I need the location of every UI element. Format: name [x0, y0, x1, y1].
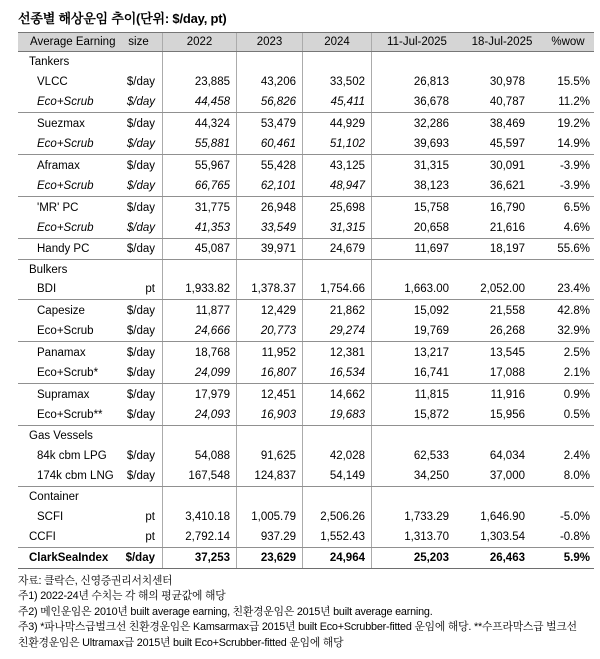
cell-2023: 43,206 — [237, 71, 303, 92]
cell-wow: 4.6% — [563, 222, 590, 234]
row-unit: $/day — [115, 92, 163, 112]
row-label: Suezmax — [37, 117, 85, 130]
cell-2023: 124,837 — [237, 466, 303, 486]
cell-2022: 3,410.18 — [163, 506, 237, 527]
row-label: Eco+Scrub* — [37, 367, 99, 379]
cell-2023: 56,826 — [237, 92, 303, 112]
cell-2024: 19,683 — [303, 405, 372, 425]
cell-wow: 2.5% — [563, 346, 590, 359]
cell-2023: 55,428 — [237, 155, 303, 176]
cell-2022: 17,979 — [163, 384, 237, 405]
cell-wow: 11.2% — [558, 96, 590, 108]
cell-18-jul-2025 — [462, 260, 542, 279]
cell-wow: 2.1% — [563, 367, 590, 379]
cell-2023: 60,461 — [237, 134, 303, 154]
cell-18-jul-2025: 15,956 — [489, 409, 525, 421]
cell-2022: 24,666 — [163, 321, 237, 341]
cell-wow: 2.4% — [563, 449, 590, 462]
cell-wow: -3.9% — [559, 159, 590, 172]
cell-wow — [542, 487, 594, 506]
table-row — [18, 218, 594, 239]
row-unit — [115, 426, 163, 445]
cell-2024: 12,381 — [303, 342, 372, 363]
row-unit: $/day — [115, 466, 163, 486]
cell-11-jul-2025: 11,815 — [414, 388, 449, 401]
cell-2022: 44,324 — [163, 113, 237, 134]
table-row — [18, 506, 594, 527]
row-unit — [115, 52, 163, 71]
row-label: Capesize — [37, 304, 85, 317]
section-row — [18, 52, 594, 71]
cell-wow: 55.6% — [557, 243, 590, 255]
cell-18-jul-2025: 17,088 — [489, 367, 525, 379]
cell-11-jul-2025: 15,758 — [413, 201, 449, 214]
cell-2024: 33,502 — [303, 71, 372, 92]
row-unit: $/day — [115, 384, 163, 405]
cell-11-jul-2025: 34,250 — [413, 470, 449, 482]
cell-2023: 11,952 — [237, 342, 303, 363]
cell-2023 — [237, 426, 303, 445]
cell-18-jul-2025: 30,978 — [489, 75, 525, 88]
table-row — [18, 239, 594, 260]
cell-2024 — [303, 260, 372, 279]
column-header-2023: 2023 — [237, 33, 303, 51]
cell-2022: 55,881 — [163, 134, 237, 154]
cell-2022: 55,967 — [163, 155, 237, 176]
cell-18-jul-2025: 21,558 — [489, 304, 525, 317]
row-label: Eco+Scrub — [37, 138, 94, 150]
cell-2022 — [163, 487, 237, 506]
row-unit: $/day — [115, 405, 163, 425]
row-unit: $/day — [115, 218, 163, 238]
table-row — [18, 342, 594, 363]
row-unit: $/day — [115, 321, 163, 341]
cell-18-jul-2025: 2,052.00 — [480, 283, 525, 295]
cell-2022 — [163, 52, 237, 71]
cell-11-jul-2025: 62,533 — [413, 449, 449, 462]
cell-wow: 19.2% — [557, 117, 590, 130]
cell-11-jul-2025: 16,741 — [413, 367, 449, 379]
cell-11-jul-2025: 19,769 — [413, 325, 449, 337]
cell-18-jul-2025: 11,916 — [490, 388, 525, 401]
table-row — [18, 321, 594, 342]
cell-2024: 14,662 — [303, 384, 372, 405]
note-3: 주3) *파나막스급벌크선 친환경운임은 Kamsarmax급 2015년 built Eco+Scrubber-fitted 운임에 해당. **수프라막스급 벌크선 친환경운임은 Ultramax급 2015년 built Eco+Scrubber-fitted 운임에 해당 — [18, 621, 577, 649]
cell-wow: 23.4% — [557, 283, 590, 295]
cell-18-jul-2025: 26,268 — [489, 325, 525, 337]
section-row — [18, 260, 594, 279]
cell-2024: 51,102 — [303, 134, 372, 154]
section-label: Gas Vessels — [29, 429, 93, 442]
cell-2023: 91,625 — [237, 445, 303, 466]
cell-2022: 37,253 — [163, 548, 237, 568]
cell-2022: 45,087 — [163, 239, 237, 259]
table-row — [18, 466, 594, 487]
cell-11-jul-2025: 32,286 — [413, 117, 449, 130]
table-row — [18, 548, 594, 569]
cell-11-jul-2025: 15,872 — [413, 409, 449, 421]
row-label: Eco+Scrub — [37, 222, 94, 234]
cell-2023: 39,971 — [237, 239, 303, 259]
table-row — [18, 445, 594, 466]
cell-2022: 44,458 — [163, 92, 237, 112]
cell-wow: 14.9% — [557, 138, 590, 150]
cell-2024: 16,534 — [303, 363, 372, 383]
cell-11-jul-2025: 1,313.70 — [404, 531, 449, 543]
row-unit — [115, 487, 163, 506]
row-unit: $/day — [115, 155, 163, 176]
row-label: Eco+Scrub** — [37, 409, 103, 421]
row-unit: pt — [115, 527, 163, 547]
cell-18-jul-2025: 1,303.54 — [480, 531, 525, 543]
cell-18-jul-2025: 13,545 — [489, 346, 525, 359]
cell-2024: 1,754.66 — [303, 279, 372, 299]
cell-18-jul-2025: 40,787 — [489, 96, 525, 108]
note-1: 주1) 2022-24년 수치는 각 해의 평균값에 해당 — [18, 590, 226, 603]
cell-2022: 41,353 — [163, 218, 237, 238]
row-label: CCFI — [29, 531, 56, 543]
cell-2023: 53,479 — [237, 113, 303, 134]
row-label: ClarkSeaIndex — [29, 552, 109, 564]
cell-wow: 5.9% — [563, 552, 590, 564]
cell-18-jul-2025: 26,463 — [489, 552, 525, 564]
row-unit: $/day — [115, 113, 163, 134]
cell-wow: 0.5% — [563, 409, 590, 421]
cell-11-jul-2025: 20,658 — [413, 222, 449, 234]
cell-2022: 167,548 — [163, 466, 237, 486]
row-unit: $/day — [115, 300, 163, 321]
cell-2024 — [303, 426, 372, 445]
cell-2023: 1,378.37 — [237, 279, 303, 299]
cell-2024 — [303, 52, 372, 71]
cell-2022: 11,877 — [163, 300, 237, 321]
cell-2023: 23,629 — [237, 548, 303, 568]
row-label: Eco+Scrub — [37, 96, 94, 108]
column-header-2022: 2022 — [163, 33, 237, 51]
cell-2024: 24,679 — [303, 239, 372, 259]
page-title: 선종별 해상운임 추이(단위: $/day, pt) — [18, 11, 227, 26]
cell-wow: 8.0% — [563, 470, 590, 482]
row-unit: $/day — [115, 134, 163, 154]
row-label: Handy PC — [37, 243, 90, 255]
row-label: Aframax — [37, 159, 80, 172]
cell-11-jul-2025: 25,203 — [413, 552, 449, 564]
row-unit: $/day — [115, 548, 163, 568]
cell-11-jul-2025: 1,733.29 — [404, 510, 449, 523]
cell-11-jul-2025: 36,678 — [413, 96, 449, 108]
cell-2023: 937.29 — [237, 527, 303, 547]
cell-18-jul-2025: 30,091 — [489, 159, 525, 172]
row-label: 84k cbm LPG — [37, 449, 107, 462]
table-row — [18, 405, 594, 426]
cell-11-jul-2025: 13,217 — [413, 346, 449, 359]
cell-2024: 24,964 — [303, 548, 372, 568]
section-label: Bulkers — [29, 263, 68, 276]
cell-18-jul-2025: 38,469 — [489, 117, 525, 130]
cell-2024: 2,506.26 — [303, 506, 372, 527]
cell-11-jul-2025: 39,693 — [413, 138, 449, 150]
cell-wow — [542, 426, 594, 445]
column-header-size: size — [115, 33, 163, 51]
cell-2022: 23,885 — [163, 71, 237, 92]
cell-18-jul-2025: 21,616 — [489, 222, 525, 234]
cell-2022: 66,765 — [163, 176, 237, 196]
cell-2024: 43,125 — [303, 155, 372, 176]
table-row — [18, 279, 594, 300]
cell-11-jul-2025: 31,315 — [413, 159, 449, 172]
row-unit: $/day — [115, 239, 163, 259]
cell-2022 — [163, 260, 237, 279]
row-unit: pt — [115, 279, 163, 299]
table-row — [18, 300, 594, 321]
cell-2022: 18,768 — [163, 342, 237, 363]
cell-2024: 45,411 — [303, 92, 372, 112]
cell-18-jul-2025: 37,000 — [489, 470, 525, 482]
cell-2022: 24,099 — [163, 363, 237, 383]
cell-2022: 24,093 — [163, 405, 237, 425]
table-row — [18, 197, 594, 218]
row-unit: $/day — [115, 197, 163, 218]
cell-wow: 0.9% — [563, 388, 590, 401]
cell-11-jul-2025: 1,663.00 — [404, 283, 449, 295]
cell-wow: 6.5% — [563, 201, 590, 214]
cell-2024: 1,552.43 — [303, 527, 372, 547]
table-row — [18, 155, 594, 176]
cell-2024: 29,274 — [303, 321, 372, 341]
column-header-wow: %wow — [551, 36, 585, 48]
cell-2023: 12,451 — [237, 384, 303, 405]
section-label: Container — [29, 490, 79, 503]
cell-18-jul-2025: 36,621 — [489, 180, 525, 192]
cell-2023: 1,005.79 — [237, 506, 303, 527]
column-header-11-jul-2025: 11-Jul-2025 — [387, 36, 447, 48]
row-unit: $/day — [115, 363, 163, 383]
cell-18-jul-2025: 64,034 — [489, 449, 525, 462]
cell-11-jul-2025 — [372, 52, 462, 71]
cell-wow: 15.5% — [557, 75, 590, 88]
source-note: 자료: 클락슨, 신영증권리서치센터 — [18, 575, 173, 587]
table-row — [18, 134, 594, 155]
row-label: Eco+Scrub — [37, 180, 94, 192]
table-row — [18, 384, 594, 405]
cell-2023: 16,903 — [237, 405, 303, 425]
cell-wow: 32.9% — [557, 325, 590, 337]
cell-2022 — [163, 426, 237, 445]
table-header-row — [18, 32, 594, 52]
column-header-18-jul-2025: 18-Jul-2025 — [471, 36, 533, 48]
cell-wow: -0.8% — [559, 531, 590, 543]
row-label: Eco+Scrub — [37, 325, 94, 337]
cell-2023: 20,773 — [237, 321, 303, 341]
row-unit — [115, 260, 163, 279]
cell-18-jul-2025: 1,646.90 — [480, 510, 525, 523]
cell-18-jul-2025: 45,597 — [489, 138, 525, 150]
cell-2024: 25,698 — [303, 197, 372, 218]
row-unit: $/day — [115, 71, 163, 92]
cell-2023 — [237, 52, 303, 71]
cell-2023: 26,948 — [237, 197, 303, 218]
row-unit: $/day — [115, 176, 163, 196]
cell-wow — [542, 260, 594, 279]
note-2: 주2) 메인운임은 2010년 built average earning, 친환경운임은 2015년 built average earning. — [18, 605, 433, 618]
cell-18-jul-2025: 16,790 — [489, 201, 525, 214]
cell-2024: 44,929 — [303, 113, 372, 134]
row-unit: pt — [115, 506, 163, 527]
cell-18-jul-2025 — [462, 426, 542, 445]
section-row — [18, 426, 594, 445]
row-unit: $/day — [115, 445, 163, 466]
cell-2022: 54,088 — [163, 445, 237, 466]
cell-2023 — [237, 487, 303, 506]
section-label: Tankers — [29, 55, 70, 68]
cell-11-jul-2025 — [372, 487, 462, 506]
cell-2024: 54,149 — [303, 466, 372, 486]
cell-2022: 1,933.82 — [163, 279, 237, 299]
table-row — [18, 363, 594, 384]
row-label: 'MR' PC — [37, 201, 79, 214]
column-header-average-earning: Average Earning — [30, 36, 115, 48]
table-row — [18, 113, 594, 134]
table-row — [18, 71, 594, 92]
section-row — [18, 487, 594, 506]
footnotes — [18, 574, 584, 651]
table-row — [18, 527, 594, 548]
cell-wow: -5.0% — [559, 510, 590, 523]
row-label: VLCC — [37, 75, 68, 88]
row-label: BDI — [37, 283, 57, 295]
cell-11-jul-2025: 26,813 — [413, 75, 449, 88]
cell-wow: -3.9% — [559, 180, 590, 192]
row-label: SCFI — [37, 510, 64, 523]
cell-2024: 21,862 — [303, 300, 372, 321]
cell-wow — [542, 52, 594, 71]
cell-11-jul-2025: 15,092 — [413, 304, 449, 317]
cell-11-jul-2025 — [372, 260, 462, 279]
cell-wow: 42.8% — [557, 304, 590, 317]
cell-2023 — [237, 260, 303, 279]
cell-18-jul-2025 — [462, 487, 542, 506]
cell-2022: 2,792.14 — [163, 527, 237, 547]
table-row — [18, 176, 594, 197]
cell-2024 — [303, 487, 372, 506]
table-body — [18, 52, 594, 569]
cell-11-jul-2025: 38,123 — [413, 180, 449, 192]
cell-11-jul-2025: 11,697 — [414, 243, 449, 255]
cell-2022: 31,775 — [163, 197, 237, 218]
cell-2023: 16,807 — [237, 363, 303, 383]
cell-2023: 62,101 — [237, 176, 303, 196]
cell-2024: 48,947 — [303, 176, 372, 196]
table-row — [18, 92, 594, 113]
freight-rate-table — [18, 32, 594, 569]
cell-2023: 33,549 — [237, 218, 303, 238]
column-header-2024: 2024 — [303, 33, 372, 51]
row-label: Supramax — [37, 388, 90, 401]
cell-2023: 12,429 — [237, 300, 303, 321]
cell-18-jul-2025: 18,197 — [489, 243, 525, 255]
cell-11-jul-2025 — [372, 426, 462, 445]
cell-18-jul-2025 — [462, 52, 542, 71]
cell-2024: 31,315 — [303, 218, 372, 238]
row-label: 174k cbm LNG — [37, 470, 114, 482]
row-unit: $/day — [115, 342, 163, 363]
cell-2024: 42,028 — [303, 445, 372, 466]
row-label: Panamax — [37, 346, 86, 359]
